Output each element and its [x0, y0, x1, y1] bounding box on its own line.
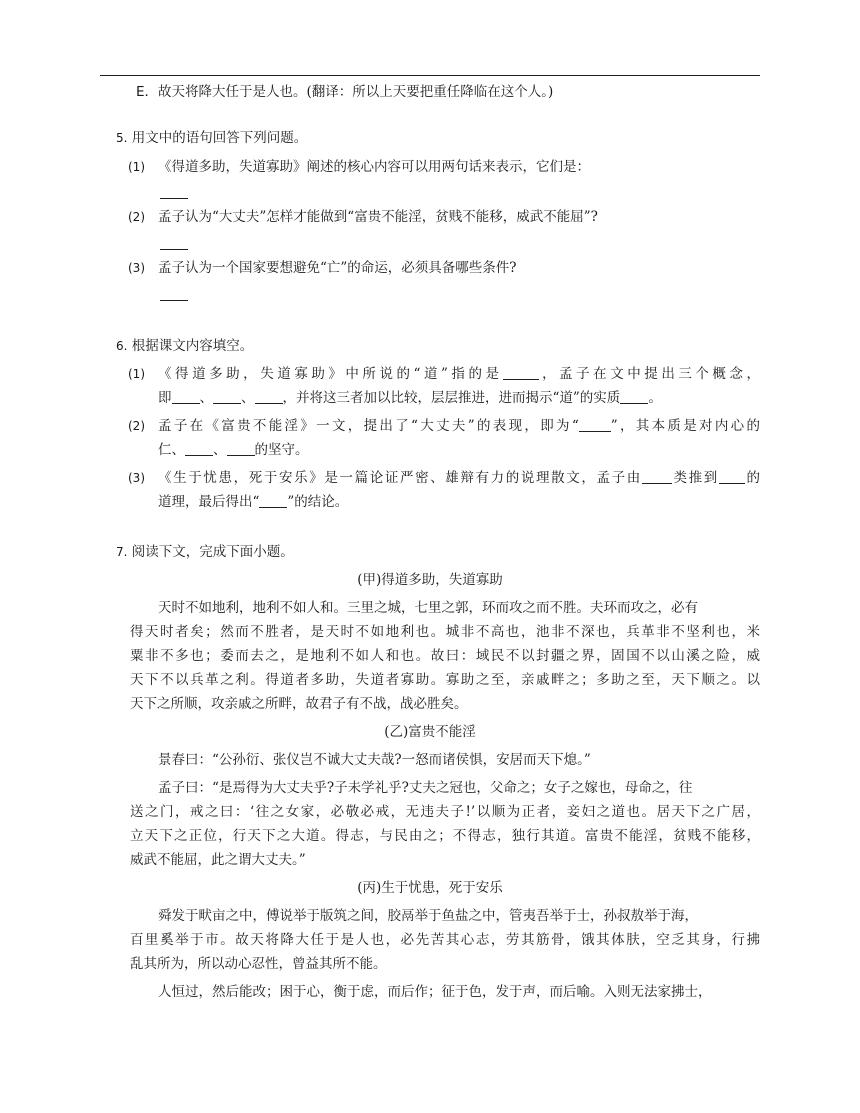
item-e-label: E． — [136, 84, 159, 100]
q6-sub1-sep-2: 、 — [241, 390, 255, 406]
q6-sub1-text-c: 即 — [158, 390, 172, 406]
passage-c-line: 乱其所为，所以动心忍性，曾益其所不能。 — [130, 956, 387, 972]
passage-b-line: 立天下之正位，行天下之大道。得志，与民由之；不得志，独行其道。富贵不能淫，贫贱不能移， — [130, 828, 760, 844]
passage-a-line: 天时不如地利，地利不如人和。三里之城，七里之郭，环而攻之而不胜。夫环而攻之，必有 — [158, 600, 698, 616]
q6-sub1-blank-1[interactable] — [503, 365, 539, 380]
q6-sub1-text-b: ，孟子在文中提出三个概念， — [538, 366, 761, 382]
q6-sub1-sep-1: 、 — [199, 390, 213, 406]
q6-sub3-line1 — [158, 468, 760, 488]
item-e — [136, 82, 553, 102]
q6-sub3-blank-2[interactable] — [719, 469, 745, 484]
q7-number: 7. — [116, 545, 128, 559]
q6-sub2-blank-1[interactable] — [579, 417, 611, 432]
passage-a-title: (甲)得道多助，失道寡助 — [357, 572, 503, 588]
q5-sub1-number: (1) — [128, 160, 145, 174]
passage-a-line: 得天时者矣；然而不胜者，是天时不如地利也。城非不高也，池非不深也，兵革非不坚利也，米 — [130, 624, 760, 640]
q6-sub3-text-d: 道理，最后得出“ — [158, 494, 260, 510]
passage-a-line: 粟非不多也；委而去之，是地利不如人和也。故曰：域民不以封疆之界，固国不以山溪之险，威 — [130, 648, 760, 664]
q6-sub3-text-e: ”的结论。 — [287, 494, 349, 510]
q6-stem — [116, 336, 253, 356]
item-e-text: 故天将降大任于是人也。(翻译：所以上天要把重任降临在这个人。) — [158, 84, 554, 100]
q6-sub3-number: (3) — [128, 471, 145, 485]
q7-stem-text: 阅读下文，完成下面小题。 — [131, 544, 294, 560]
q5-stem — [116, 128, 307, 148]
q6-sub3-blank-1[interactable] — [642, 469, 672, 484]
q6-sub2-sep: 、 — [213, 442, 227, 458]
passage-b-title: (乙)富贵不能淫 — [384, 724, 476, 740]
q6-sub2-text-a: 孟子在《富贵不能淫》一文，提出了“大丈夫”的表现，即为“ — [158, 418, 579, 434]
passage-c-line: 人恒过，然后能改；困于心，衡于虑，而后作；征于色，发于声，而后喻。入则无法家拂士， — [158, 984, 712, 1000]
q5-sub3-text: 孟子认为一个国家要想避免“亡”的命运，必须具备哪些条件? — [158, 260, 517, 276]
q6-sub3-line2 — [158, 492, 348, 512]
q6-sub2-blank-3[interactable] — [227, 441, 255, 456]
q6-sub3-text-c: 的 — [744, 470, 761, 486]
q6-sub1-line2 — [158, 388, 662, 408]
q6-sub2-text-b: ”，其本质是对内心的 — [610, 418, 760, 434]
q6-sub1-blank-3[interactable] — [213, 389, 241, 404]
q6-sub1-text-d: ，并将这三者加以比较，层层推进，进而揭示“道”的实质 — [282, 390, 621, 406]
passage-c-title: (丙)生于忧患，死于安乐 — [357, 880, 503, 896]
q5-sub2-text: 孟子认为“大丈夫”怎样才能做到“富贵不能淫，贫贱不能移，威武不能屈”? — [158, 209, 598, 225]
q6-sub2-number: (2) — [128, 419, 145, 433]
passage-b-line: 景春曰：“公孙衍、张仪岂不诚大丈夫哉?一怒而诸侯惧，安居而天下熄。” — [158, 752, 591, 768]
q7-stem — [116, 542, 294, 562]
q5-sub2-number: (2) — [128, 210, 145, 224]
q5-sub1-answer-blank[interactable] — [160, 198, 188, 199]
q6-sub1-blank-5[interactable] — [620, 389, 648, 404]
passage-b-line: 送之门，戒之曰：‘往之女家，必敬必戒，无违夫子!’以顺为正者，妾妇之道也。居天下之广居， — [130, 804, 760, 820]
q6-sub2-line2 — [158, 440, 309, 460]
passage-b-line: 威武不能屈，此之谓大丈夫。” — [130, 852, 306, 868]
q6-sub1-blank-4[interactable] — [255, 389, 283, 404]
q5-sub3-number: (3) — [128, 261, 145, 275]
q6-sub2-line1 — [158, 416, 760, 436]
header-rule — [100, 75, 760, 76]
passage-a-line: 天下不以兵革之利。得道者多助，失道者寡助。寡助之至，亲戚畔之；多助之至，天下顺之。以 — [130, 672, 760, 688]
passage-c-line: 百里奚举于市。故天将降大任于是人也，必先苦其心志，劳其筋骨，饿其体肤，空乏其身，行拂 — [130, 932, 760, 948]
q5-sub3-answer-blank[interactable] — [160, 300, 188, 301]
q6-sub3-text-b: 类推到 — [671, 470, 719, 486]
q6-number: 6. — [116, 339, 128, 353]
q5-sub1-text: 《得道多助，失道寡助》阐述的核心内容可以用两句话来表示，它们是： — [158, 159, 590, 175]
q6-sub1-number: (1) — [128, 367, 145, 381]
q5-stem-text: 用文中的语句回答下列问题。 — [131, 130, 308, 146]
q6-sub1-line1 — [158, 364, 760, 384]
q6-sub2-text-c: 仁、 — [158, 442, 185, 458]
q6-sub1-blank-2[interactable] — [172, 389, 200, 404]
q6-sub3-blank-3[interactable] — [259, 493, 287, 508]
q6-sub1-text-a: 《得道多助，失道寡助》中所说的“道”指的是 — [158, 366, 503, 382]
q5-number: 5. — [116, 131, 128, 145]
q6-sub3-text-a: 《生于忧患，死于安乐》是一篇论证严密、雄辩有力的说理散文，孟子由 — [158, 470, 642, 486]
passage-a-line: 天下之所顺，攻亲戚之所畔，故君子有不战，战必胜矣。 — [130, 696, 468, 712]
q6-stem-text: 根据课文内容填空。 — [131, 338, 254, 354]
q6-sub1-text-end: 。 — [648, 390, 662, 406]
q6-sub2-blank-2[interactable] — [185, 441, 213, 456]
passage-c-line: 舜发于畎亩之中，傅说举于版筑之间，胶鬲举于鱼盐之中，管夷吾举于士，孙叔敖举于海， — [158, 908, 698, 924]
q5-sub2-answer-blank[interactable] — [160, 249, 188, 250]
passage-b-line: 孟子曰：“是焉得为大丈夫乎?子未学礼乎?丈夫之冠也，父命之；女子之嫁也，母命之，往 — [158, 780, 693, 796]
q6-sub2-text-d: 的坚守。 — [254, 442, 309, 458]
